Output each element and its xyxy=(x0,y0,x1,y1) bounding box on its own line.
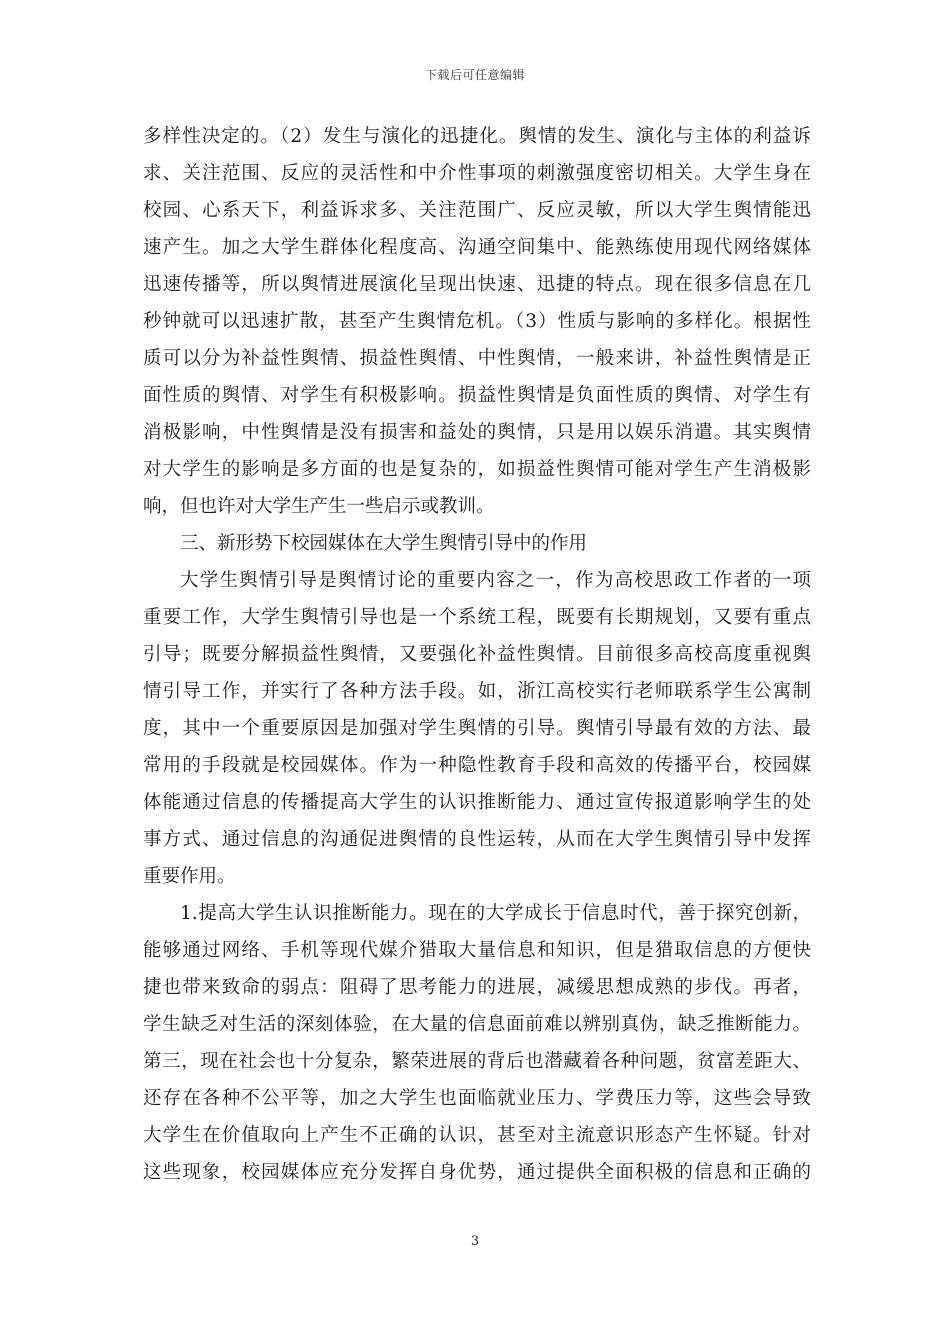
text-line: 还存在各种不公平等，加之大学生也面临就业压力、学费压力等，这些会导致 xyxy=(143,1088,811,1109)
text-line: 常用的手段就是校园媒体。作为一种隐性教育手段和高效的传播平台，校园媒 xyxy=(143,755,811,776)
text-line: 质可以分为补益性舆情、损益性舆情、中性舆情，一般来讲，补益性舆情是正 xyxy=(143,348,811,369)
text-line: 第三，现在社会也十分复杂，繁荣进展的背后也潜藏着各种问题，贫富差距大、 xyxy=(143,1051,811,1072)
text-line: 能够通过网络、手机等现代媒介猎取大量信息和知识，但是猎取信息的方便快 xyxy=(143,940,811,961)
page-number: 3 xyxy=(470,1234,480,1249)
text-line: 重要工作，大学生舆情引导也是一个系统工程，既要有长期规划，又要有重点 xyxy=(143,607,811,628)
text-line: 迅速传播等，所以舆情进展演化呈现出快速、迅捷的特点。现在很多信息在几 xyxy=(143,274,811,295)
text-line: 大学生舆情引导是舆情讨论的重要内容之一，作为高校思政工作者的一项 xyxy=(180,570,811,591)
text-line: 度，其中一个重要原因是加强对学生舆情的引导。舆情引导最有效的方法、最 xyxy=(143,718,811,739)
text-line: 学生缺乏对生活的深刻体验，在大量的信息面前难以辨别真伪，缺乏推断能力。 xyxy=(143,1014,811,1035)
text-line: 校园、心系天下，利益诉求多、关注范围广、反应灵敏，所以大学生舆情能迅 xyxy=(143,200,811,221)
section-heading: 三、新形势下校园媒体在大学生舆情引导中的作用 xyxy=(180,533,588,554)
text-line: 重要作用。 xyxy=(143,866,236,887)
text-line: 捷也带来致命的弱点：阻碍了思考能力的进展，减缓思想成熟的步伐。再者， xyxy=(143,977,811,998)
text-line: 对大学生的影响是多方面的也是复杂的，如损益性舆情可能对学生产生消极影 xyxy=(143,459,811,480)
text-line: 1.提高大学生认识推断能力。现在的大学成长于信息时代，善于探究创新， xyxy=(180,903,811,924)
text-line: 速产生。加之大学生群体化程度高、沟通空间集中、能熟练使用现代网络媒体 xyxy=(143,237,811,258)
text-line: 情引导工作，并实行了各种方法手段。如，浙江高校实行老师联系学生公寓制 xyxy=(143,681,811,702)
text-line: 秒钟就可以迅速扩散，甚至产生舆情危机。（3）性质与影响的多样化。根据性 xyxy=(143,311,811,332)
text-line: 面性质的舆情、对学生有积极影响。损益性舆情是负面性质的舆情、对学生有 xyxy=(143,385,811,406)
text-line: 这些现象，校园媒体应充分发挥自身优势，通过提供全面积极的信息和正确的 xyxy=(143,1162,811,1183)
text-line: 多样性决定的。（2）发生与演化的迅捷化。舆情的发生、演化与主体的利益诉 xyxy=(143,126,811,147)
text-line: 事方式、通过信息的沟通促进舆情的良性运转，从而在大学生舆情引导中发挥 xyxy=(143,829,811,850)
text-line: 体能通过信息的传播提高大学生的认识推断能力、通过宣传报道影响学生的处 xyxy=(143,792,811,813)
page-header-note: 下载后可任意编辑 xyxy=(424,68,525,82)
text-line: 引导；既要分解损益性舆情，又要强化补益性舆情。目前很多高校高度重视舆 xyxy=(143,644,811,665)
text-line: 消极影响，中性舆情是没有损害和益处的舆情，只是用以娱乐消遣。其实舆情 xyxy=(143,422,811,443)
text-line: 求、关注范围、反应的灵活性和中介性事项的刺激强度密切相关。大学生身在 xyxy=(143,163,811,184)
document-body xyxy=(143,118,811,1191)
text-line: 响，但也许对大学生产生一些启示或教训。 xyxy=(143,496,495,517)
text-line: 大学生在价值取向上产生不正确的认识，甚至对主流意识形态产生怀疑。针对 xyxy=(143,1125,811,1146)
